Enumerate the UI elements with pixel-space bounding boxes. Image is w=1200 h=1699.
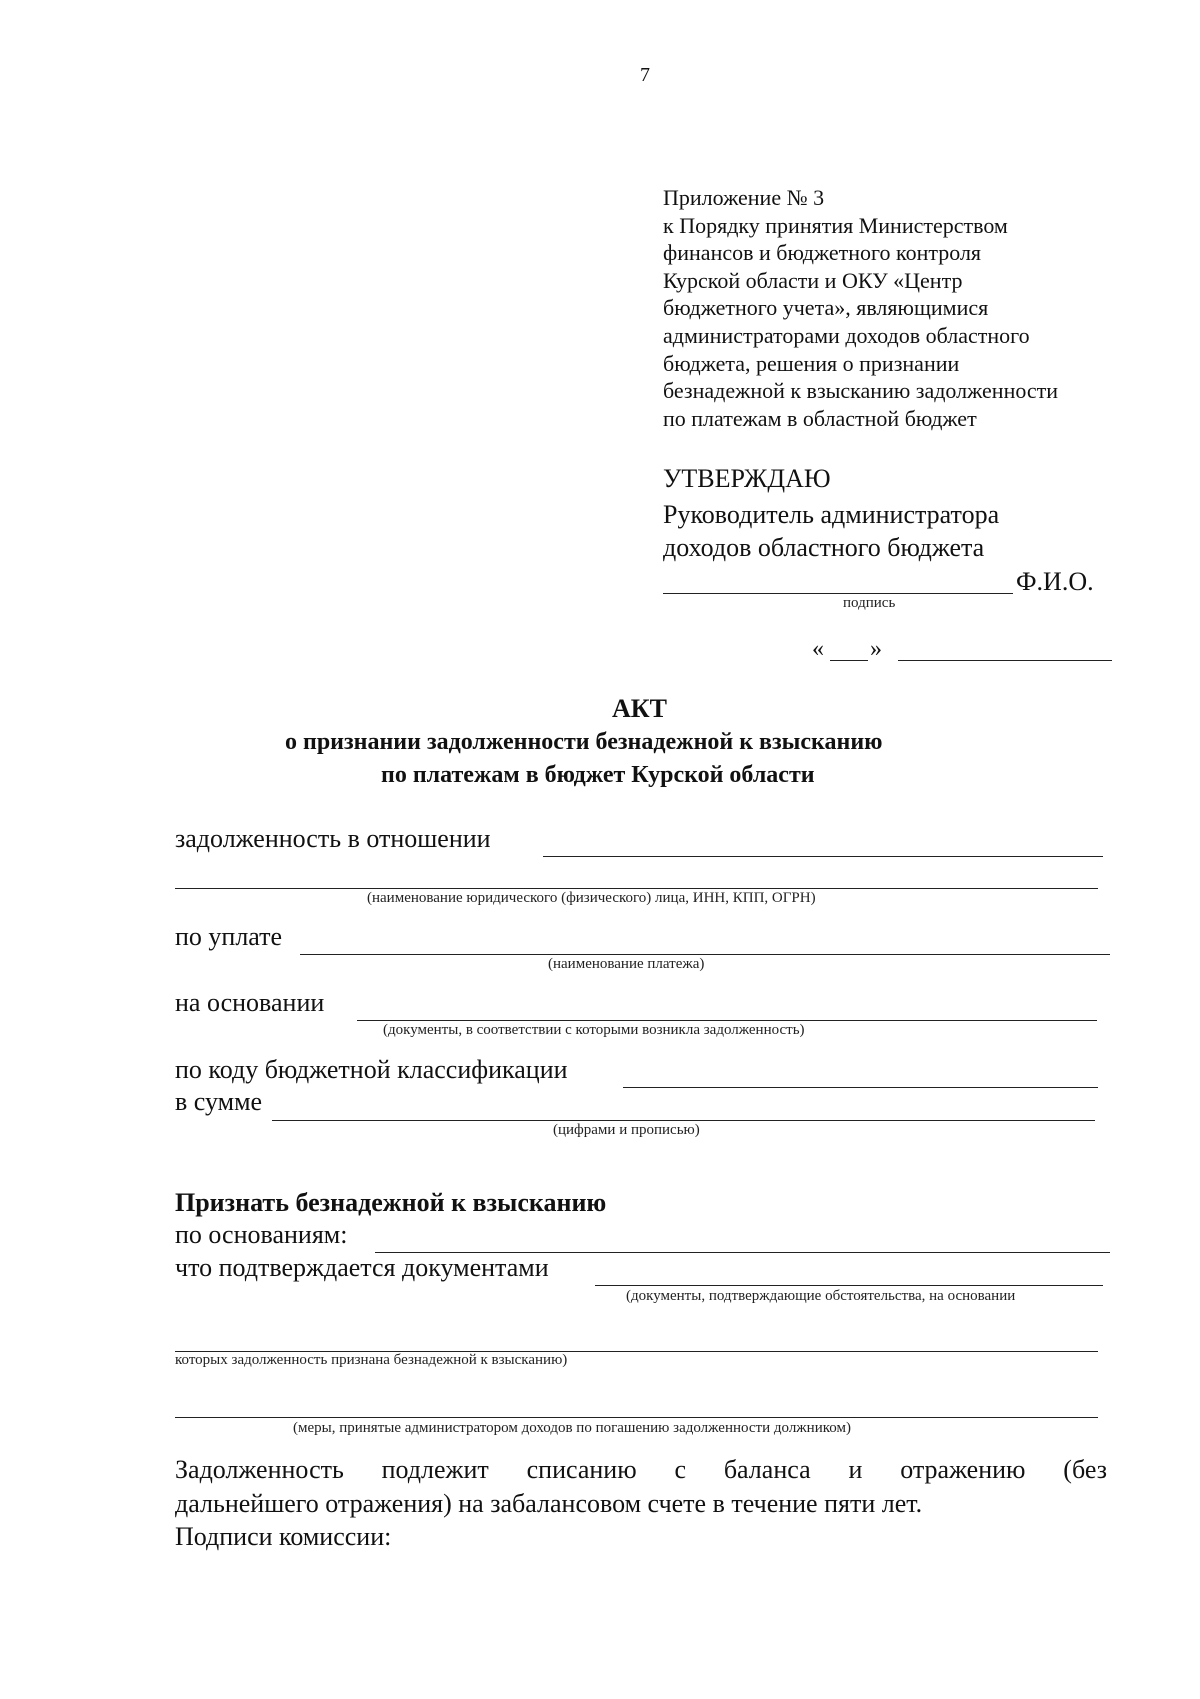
sum-line: [272, 1120, 1095, 1121]
commission-signatures-label: Подписи комиссии:: [175, 1522, 392, 1551]
confirmed-label: что подтверждается документами: [175, 1253, 549, 1282]
signature-line: [663, 593, 1013, 594]
kbk-label: по коду бюджетной классификации: [175, 1055, 568, 1084]
basis-label: на основании: [175, 988, 325, 1017]
fio-label: Ф.И.О.: [1016, 567, 1094, 596]
docs-caption-2: которых задолженность признана безнадежной к взысканию): [175, 1352, 568, 1368]
page-number: 7: [640, 64, 650, 86]
payment-label: по уплате: [175, 922, 283, 951]
sum-caption: (цифрами и прописью): [553, 1122, 700, 1138]
debtor-line-2: [175, 888, 1098, 889]
recognize-heading: Признать безнадежной к взысканию: [175, 1188, 607, 1217]
appendix-block: [663, 184, 1058, 432]
closing-word: (без: [1063, 1455, 1107, 1484]
appendix-line: бюджета, решения о признании: [663, 350, 960, 376]
basis-caption: (документы, в соответствии с которыми возникла задолженность): [383, 1022, 805, 1038]
appendix-line: Курской области и ОКУ «Центр: [663, 267, 963, 293]
closing-word: с: [674, 1455, 686, 1484]
closing-word: и: [848, 1455, 863, 1484]
kbk-line: [623, 1087, 1098, 1088]
date-quote-close: »: [870, 636, 882, 662]
appendix-line: к Порядку принятия Министерством: [663, 212, 1008, 238]
act-title: АКТ: [612, 694, 667, 723]
signature-caption: подпись: [843, 595, 896, 611]
debtor-label: задолженность в отношении: [175, 824, 491, 853]
approval-position-line1: Руководитель администратора: [663, 500, 1000, 529]
confirmed-line: [595, 1285, 1103, 1286]
approval-position-line2: доходов областного бюджета: [663, 533, 985, 562]
closing-line1: [175, 1455, 1107, 1485]
appendix-line: по платежам в областной бюджет: [663, 405, 977, 431]
approval-heading: УТВЕРЖДАЮ: [663, 464, 831, 493]
basis-line: [357, 1020, 1097, 1021]
measures-caption: (меры, принятые администратором доходов по погашению задолженности должником): [293, 1420, 851, 1436]
payment-caption: (наименование платежа): [548, 956, 705, 972]
act-subtitle-line1: о признании задолженности безнадежной к взысканию: [285, 729, 883, 755]
closing-word: списанию: [526, 1455, 637, 1484]
act-subtitle-line2: по платежам в бюджет Курской области: [381, 762, 815, 788]
date-quote-open: «: [812, 636, 824, 662]
closing-line2: дальнейшего отражения) на забалансовом счете в течение пяти лет.: [175, 1489, 923, 1518]
sum-label: в сумме: [175, 1087, 263, 1116]
date-day-line: [830, 660, 868, 661]
appendix-line: финансов и бюджетного контроля: [663, 240, 982, 266]
appendix-line: администраторами доходов областного: [663, 322, 1030, 348]
debtor-caption: (наименование юридического (физического) лица, ИНН, КПП, ОГРН): [367, 890, 816, 906]
date-month-year-line: [898, 660, 1112, 661]
debtor-line-1: [543, 856, 1103, 857]
measures-line: [175, 1417, 1098, 1418]
docs-caption-1: (документы, подтверждающие обстоятельства, на основании: [626, 1288, 1016, 1304]
closing-word: Задолженность: [175, 1455, 344, 1484]
closing-word: баланса: [723, 1455, 811, 1484]
closing-word: отражению: [900, 1455, 1026, 1484]
payment-line: [300, 954, 1110, 955]
appendix-line: Приложение № 3: [663, 185, 825, 210]
appendix-line: безнадежной к взысканию задолженности: [663, 378, 1059, 404]
appendix-line: бюджетного учета», являющимися: [663, 295, 989, 321]
grounds-label: по основаниям:: [175, 1220, 348, 1249]
closing-word: подлежит: [381, 1455, 489, 1484]
